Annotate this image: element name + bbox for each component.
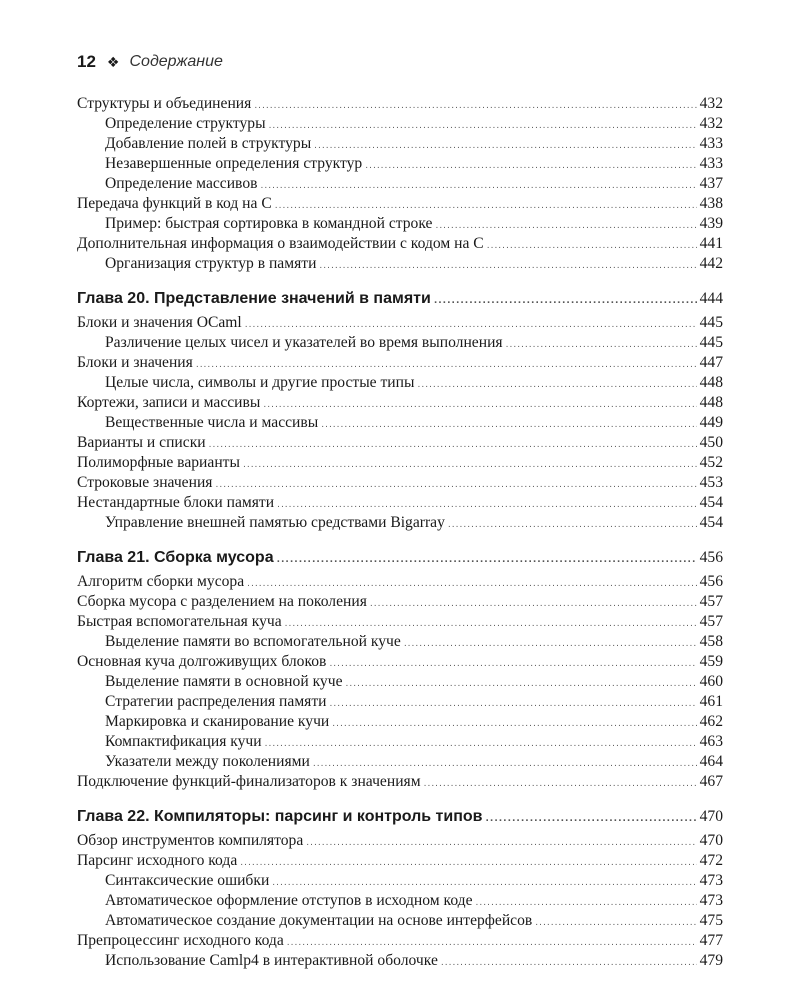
toc-entry[interactable] — [77, 572, 723, 592]
dot-leader — [506, 335, 697, 355]
toc-entry-title: Организация структур в памяти — [105, 255, 317, 272]
toc-entry[interactable] — [77, 313, 723, 333]
toc-entry[interactable] — [77, 134, 723, 154]
toc-entry-title: Добавление полей в структуры — [105, 135, 312, 152]
toc-entry-title: Незавершенные определения структур — [105, 155, 363, 172]
toc-entry-page: 477 — [699, 932, 723, 949]
toc-entry-title: Выделение памяти во вспомогательной куче — [105, 633, 401, 650]
toc-entry-title: Вещественные числа и массивы — [105, 414, 319, 431]
toc-entry-title: Синтаксические ошибки — [105, 872, 270, 889]
dot-leader — [287, 933, 697, 953]
dot-leader — [424, 774, 697, 794]
page-header — [77, 50, 723, 74]
toc-entry-title: Варианты и списки — [77, 434, 206, 451]
dot-leader — [285, 614, 697, 634]
ornament-icon: ❖ — [106, 53, 120, 70]
toc-entry-page: 464 — [699, 753, 723, 770]
toc-entry[interactable] — [77, 871, 723, 891]
toc-entry-title: Указатели между поколениями — [105, 753, 310, 770]
dot-leader — [247, 574, 696, 594]
toc-entry[interactable] — [77, 393, 723, 413]
dot-leader — [332, 714, 696, 734]
toc-entry-title: Глава 20. Представление значений в памяти — [77, 290, 431, 307]
toc-entry-page: 454 — [699, 494, 723, 511]
toc-entry[interactable] — [77, 911, 723, 931]
toc-entry[interactable] — [77, 413, 723, 433]
toc-entry-title: Быстрая вспомогательная куча — [77, 613, 282, 630]
chapter-entry[interactable] — [77, 806, 723, 828]
toc-entry-title: Структуры и объединения — [77, 95, 252, 112]
dot-leader — [330, 694, 697, 714]
dot-leader — [448, 515, 697, 535]
dot-leader — [435, 216, 696, 236]
toc-entry[interactable] — [77, 214, 723, 234]
dot-leader — [240, 853, 696, 873]
toc-entry-page: 432 — [699, 115, 723, 132]
toc-entry[interactable] — [77, 373, 723, 393]
dot-leader — [245, 315, 697, 335]
dot-leader — [263, 395, 696, 415]
toc-entry[interactable] — [77, 851, 723, 871]
dot-leader — [313, 754, 697, 774]
toc-entry-page: 433 — [699, 155, 723, 172]
toc-entry-page: 448 — [699, 394, 723, 411]
toc-entry-page: 463 — [699, 733, 723, 750]
toc-entry-title: Блоки и значения — [77, 354, 193, 371]
dot-leader — [319, 256, 696, 276]
toc-entry-page: 470 — [699, 808, 723, 825]
toc-entry-page: 441 — [699, 235, 723, 252]
toc-entry-title: Основная куча долгоживущих блоков — [77, 653, 327, 670]
toc-entry[interactable] — [77, 652, 723, 672]
dot-leader — [306, 833, 696, 853]
dot-leader — [404, 634, 697, 654]
toc-entry[interactable] — [77, 254, 723, 274]
toc-entry-title: Различение целых чисел и указателей во время выполнения — [105, 334, 503, 351]
dot-leader — [275, 196, 697, 216]
toc-entry-title: Автоматическое оформление отступов в исходном коде — [105, 892, 473, 909]
toc-entry-page: 442 — [699, 255, 723, 272]
toc-entry-page: 447 — [699, 354, 723, 371]
toc-entry[interactable] — [77, 632, 723, 652]
dot-leader — [215, 475, 696, 495]
toc-entry-title: Алгоритм сборки мусора — [77, 573, 245, 590]
toc-entry-title: Целые числа, символы и другие простые типы — [105, 374, 415, 391]
toc-entry-page: 456 — [699, 549, 723, 566]
toc-entry-page: 432 — [699, 95, 723, 112]
toc-entry[interactable] — [77, 174, 723, 194]
toc-entry-title: Дополнительная информация о взаимодействии с кодом на С — [77, 235, 484, 252]
toc-entry-title: Препроцессинг исходного кода — [77, 932, 284, 949]
toc-entry-title: Выделение памяти в основной куче — [105, 673, 343, 690]
toc-entry-title: Парсинг исходного кода — [77, 852, 238, 869]
dot-leader — [417, 375, 696, 395]
toc-entry-page: 454 — [699, 514, 723, 531]
toc-entry[interactable] — [77, 712, 723, 732]
dot-leader — [277, 549, 697, 571]
chapter-entry[interactable] — [77, 288, 723, 310]
toc-entry-page: 448 — [699, 374, 723, 391]
toc-entry-page: 458 — [699, 633, 723, 650]
toc-entry[interactable] — [77, 234, 723, 254]
toc-entry[interactable] — [77, 672, 723, 692]
dot-leader — [321, 415, 696, 435]
toc-entry-title: Компактификация кучи — [105, 733, 262, 750]
toc-entry-title: Блоки и значения OCaml — [77, 314, 242, 331]
toc-entry-title: Определение структуры — [105, 115, 266, 132]
dot-leader — [243, 455, 697, 475]
toc-entry-page: 453 — [699, 474, 723, 491]
dot-leader — [365, 156, 696, 176]
toc-entry[interactable] — [77, 94, 723, 114]
toc-entry-page: 457 — [699, 613, 723, 630]
toc-entry-title: Полиморфные варианты — [77, 454, 240, 471]
toc-entry[interactable] — [77, 453, 723, 473]
dot-leader — [314, 136, 696, 156]
toc-entry[interactable] — [77, 772, 723, 792]
table-of-contents — [77, 94, 723, 971]
toc-entry-page: 452 — [699, 454, 723, 471]
toc-entry-title: Нестандартные блоки памяти — [77, 494, 275, 511]
toc-entry-page: 472 — [699, 852, 723, 869]
toc-entry[interactable] — [77, 592, 723, 612]
toc-entry-title: Сборка мусора с разделением на поколения — [77, 593, 367, 610]
toc-entry[interactable] — [77, 931, 723, 951]
toc-entry-page: 437 — [699, 175, 723, 192]
dot-leader — [346, 674, 697, 694]
toc-entry[interactable] — [77, 433, 723, 453]
dot-leader — [476, 893, 697, 913]
dot-leader — [254, 96, 696, 116]
toc-entry[interactable] — [77, 114, 723, 134]
toc-entry-page: 456 — [699, 573, 723, 590]
toc-entry-title: Строковые значения — [77, 474, 213, 491]
toc-entry-page: 438 — [699, 195, 723, 212]
toc-entry-page: 449 — [699, 414, 723, 431]
toc-entry[interactable] — [77, 692, 723, 712]
toc-entry-page: 460 — [699, 673, 723, 690]
toc-entry-title: Передача функций в код на С — [77, 195, 272, 212]
toc-entry-page: 457 — [699, 593, 723, 610]
dot-leader — [269, 116, 697, 136]
toc-entry[interactable] — [77, 732, 723, 752]
toc-entry-page: 450 — [699, 434, 723, 451]
toc-entry-page: 475 — [699, 912, 723, 929]
toc-entry-page: 479 — [699, 952, 723, 969]
toc-entry[interactable] — [77, 333, 723, 353]
toc-entry-page: 445 — [699, 314, 723, 331]
toc-entry[interactable] — [77, 951, 723, 971]
toc-entry[interactable] — [77, 612, 723, 632]
toc-entry-title: Глава 21. Сборка мусора — [77, 549, 274, 566]
dot-leader — [209, 435, 697, 455]
toc-entry-title: Глава 22. Компиляторы: парсинг и контроль типов — [77, 808, 483, 825]
toc-entry[interactable] — [77, 353, 723, 373]
toc-entry-title: Кортежи, записи и массивы — [77, 394, 261, 411]
toc-entry-page: 461 — [699, 693, 723, 710]
toc-entry[interactable] — [77, 473, 723, 493]
toc-entry[interactable] — [77, 513, 723, 533]
toc-entry-title: Подключение функций-финализаторов к значениям — [77, 773, 421, 790]
toc-entry[interactable] — [77, 891, 723, 911]
chapter-entry[interactable] — [77, 547, 723, 569]
dot-leader — [487, 236, 697, 256]
toc-entry-title: Управление внешней памятью средствами Bigarray — [105, 514, 445, 531]
dot-leader — [535, 913, 696, 933]
page-number: 12 — [77, 52, 96, 71]
dot-leader — [265, 734, 697, 754]
dot-leader — [441, 953, 697, 973]
toc-entry-title: Автоматическое создание документации на основе интерфейсов — [105, 912, 533, 929]
toc-entry-title: Определение массивов — [105, 175, 258, 192]
dot-leader — [260, 176, 696, 196]
running-title: Содержание — [129, 53, 223, 70]
toc-entry-page: 470 — [699, 832, 723, 849]
toc-entry-title: Стратегии распределения памяти — [105, 693, 327, 710]
dot-leader — [486, 808, 697, 830]
toc-entry[interactable] — [77, 194, 723, 214]
toc-entry-title: Использование Camlp4 в интерактивной оболочке — [105, 952, 438, 969]
dot-leader — [196, 355, 697, 375]
toc-entry-title: Маркировка и сканирование кучи — [105, 713, 330, 730]
toc-entry-page: 445 — [699, 334, 723, 351]
toc-entry[interactable] — [77, 831, 723, 851]
toc-entry-page: 459 — [699, 653, 723, 670]
dot-leader — [272, 873, 696, 893]
toc-entry-title: Обзор инструментов компилятора — [77, 832, 304, 849]
toc-entry-page: 467 — [699, 773, 723, 790]
toc-entry-page: 444 — [699, 290, 723, 307]
toc-entry-page: 473 — [699, 872, 723, 889]
toc-entry-page: 439 — [699, 215, 723, 232]
toc-entry-page: 473 — [699, 892, 723, 909]
dot-leader — [329, 654, 696, 674]
toc-entry[interactable] — [77, 752, 723, 772]
dot-leader — [277, 495, 697, 515]
toc-entry-page: 462 — [699, 713, 723, 730]
toc-entry-page: 433 — [699, 135, 723, 152]
toc-entry[interactable] — [77, 154, 723, 174]
dot-leader — [434, 290, 697, 312]
dot-leader — [370, 594, 697, 614]
toc-entry-title: Пример: быстрая сортировка в командной строке — [105, 215, 433, 232]
toc-entry[interactable] — [77, 493, 723, 513]
